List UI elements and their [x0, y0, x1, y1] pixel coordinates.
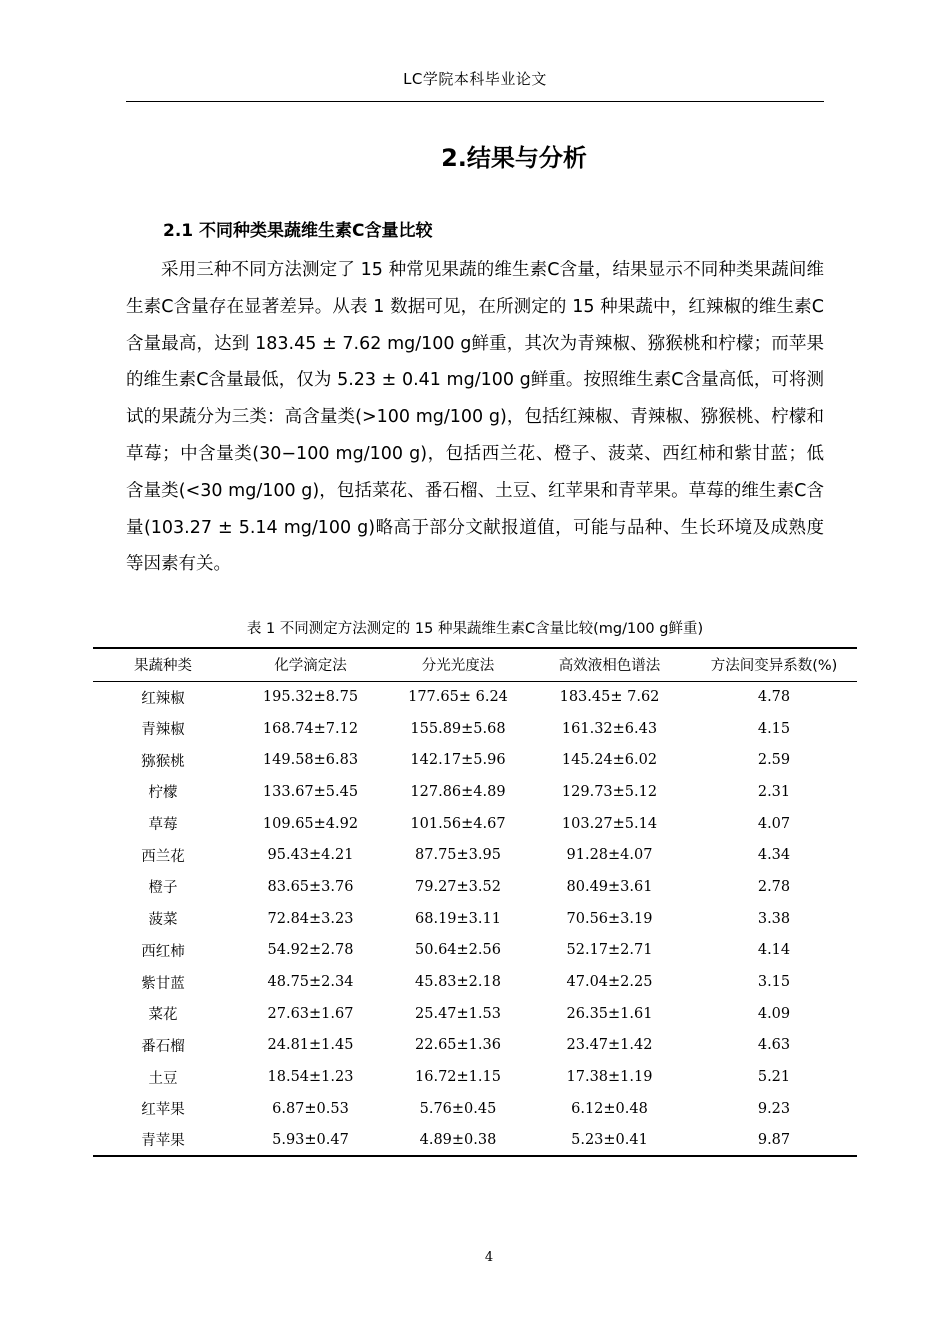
- cell-cv: 9.23: [757, 1100, 791, 1117]
- cell-hplc: 103.27±5.14: [561, 815, 658, 832]
- cell-cv: 2.78: [757, 878, 791, 895]
- cell-fruit-name: 橙子: [148, 880, 178, 897]
- cell-cv: 3.38: [757, 910, 791, 927]
- cell-titration: 24.81±1.45: [267, 1037, 354, 1054]
- cell-spectrophotometry: 50.64±2.56: [415, 942, 501, 959]
- table-row: [93, 903, 857, 935]
- cell-fruit-name: 番石榴: [141, 1038, 185, 1055]
- cell-hplc: 17.38±1.19: [566, 1069, 653, 1086]
- section-title: 2.1 不同种类果蔬维生素C含量比较: [163, 221, 433, 241]
- page-number: 4: [484, 1250, 494, 1265]
- table-row: [93, 839, 857, 871]
- cell-fruit-name: 青苹果: [93, 1125, 233, 1157]
- cell-titration: 18.54±1.23: [267, 1069, 354, 1086]
- cell-spectrophotometry: 68.19±3.11: [415, 910, 501, 927]
- cell-fruit-name: 菜花: [148, 1007, 178, 1024]
- cell-titration: 195.32±8.75: [262, 689, 359, 706]
- cell-cv: 4.34: [757, 847, 791, 864]
- table-body: [93, 681, 857, 1156]
- cell-fruit-name: 西兰花: [141, 848, 185, 865]
- cell-hplc: 6.12±0.48: [571, 1100, 648, 1117]
- cell-titration: 149.58±6.83: [262, 752, 359, 769]
- table-row: [93, 744, 857, 776]
- cell-spectrophotometry: 142.17±5.96: [410, 752, 506, 769]
- cell-hplc: 70.56±3.19: [566, 910, 653, 927]
- cell-fruit-name: 青辣椒: [141, 722, 185, 739]
- cell-cv: 5.21: [757, 1069, 791, 1086]
- cell-fruit-name: 红辣椒: [141, 690, 185, 707]
- cell-cv: 9.87: [691, 1125, 857, 1157]
- cell-titration: 109.65±4.92: [262, 815, 359, 832]
- column-header-cv: 方法间变异系数(%): [691, 648, 857, 681]
- cell-fruit-name: 草莓: [148, 817, 178, 834]
- table-row: [93, 808, 857, 840]
- cell-hplc: 52.17±2.71: [566, 942, 653, 959]
- cell-titration: 27.63±1.67: [267, 1005, 354, 1022]
- cell-titration: 54.92±2.78: [267, 942, 354, 959]
- cell-cv: 3.15: [757, 974, 791, 991]
- cell-titration: 48.75±2.34: [267, 974, 354, 991]
- table-row: [93, 1061, 857, 1093]
- cell-cv: 4.09: [757, 1005, 791, 1022]
- cell-hplc: 161.32±6.43: [561, 720, 658, 737]
- cell-cv: 2.59: [757, 752, 791, 769]
- cell-spectrophotometry: 4.89±0.38: [388, 1125, 528, 1157]
- cell-cv: 4.14: [757, 942, 791, 959]
- running-header: LC学院本科毕业论文: [403, 70, 547, 88]
- cell-titration: 72.84±3.23: [267, 910, 354, 927]
- cell-spectrophotometry: 45.83±2.18: [415, 974, 501, 991]
- cell-hplc: 91.28±4.07: [566, 847, 653, 864]
- table-row: [93, 776, 857, 808]
- cell-hplc: 5.23±0.41: [528, 1125, 691, 1157]
- cell-fruit-name: 紫甘蓝: [141, 975, 185, 992]
- column-header-hplc: 高效液相色谱法: [528, 648, 691, 681]
- cell-fruit-name: 土豆: [148, 1070, 178, 1087]
- chapter-title: 2.结果与分析: [441, 144, 587, 172]
- cell-fruit-name: 西红柿: [141, 943, 185, 960]
- column-header-spectrophotometry: 分光光度法: [388, 648, 528, 681]
- cell-titration: 6.87±0.53: [272, 1100, 349, 1117]
- cell-fruit-name: 柠檬: [148, 785, 178, 802]
- cell-fruit-name: 菠菜: [148, 912, 178, 929]
- table-caption: 表 1 不同测定方法测定的 15 种果蔬维生素C含量比较(mg/100 g鲜重): [246, 621, 704, 637]
- table-header-row: [93, 648, 857, 681]
- cell-cv: 4.07: [757, 815, 791, 832]
- column-header-fruit: 果蔬种类: [93, 648, 233, 681]
- table-row: [93, 966, 857, 998]
- table-row: [93, 1093, 857, 1125]
- cell-spectrophotometry: 155.89±5.68: [410, 720, 506, 737]
- cell-spectrophotometry: 127.86±4.89: [410, 783, 506, 800]
- body-paragraph: 采用三种不同方法测定了 15 种常见果蔬的维生素C含量，结果显示不同种类果蔬间维生素C含量存在显著差异。从表 1 数据可见，在所测定的 15 种果蔬中，红辣椒的维生素C含量最高，达到 183.45 ± 7.62 mg/100 g鲜重，其次为青辣椒、猕猴桃和柠檬；而苹果的维生素C含量最低，仅为 5.23 ± 0.41 mg/100 g鲜重。按照维生素C含量高低，可将测试的果蔬分为三类：高含量类(>100 mg/100 g)，包括红辣椒、青辣椒、猕猴桃、柠檬和草莓；中含量类(30−100 mg/100 g)，包括西兰花、橙子、菠菜、西红柿和紫甘蓝；低含量类(<30 mg/100 g)，包括菜花、番石榴、土豆、红苹果和青苹果。草莓的维生素C含量(103.27 ± 5.14 mg/100 g)略高于部分文献报道值，可能与品种、生长环境及成熟度等因素有关。: [126, 260, 824, 575]
- cell-cv: 4.15: [757, 720, 791, 737]
- table-row: [93, 681, 857, 713]
- cell-hplc: 183.45± 7.62: [559, 689, 660, 706]
- header-rule: [126, 101, 824, 102]
- cell-cv: 4.78: [757, 689, 791, 706]
- cell-cv: 2.31: [757, 783, 791, 800]
- cell-cv: 4.63: [757, 1037, 791, 1054]
- cell-titration: 168.74±7.12: [262, 720, 359, 737]
- cell-fruit-name: 红苹果: [141, 1102, 185, 1119]
- cell-spectrophotometry: 177.65± 6.24: [408, 689, 508, 706]
- cell-spectrophotometry: 87.75±3.95: [415, 847, 501, 864]
- table-row: [93, 713, 857, 745]
- table-row: [93, 871, 857, 903]
- cell-hplc: 129.73±5.12: [561, 783, 658, 800]
- cell-spectrophotometry: 5.76±0.45: [419, 1100, 497, 1117]
- cell-hplc: 47.04±2.25: [566, 974, 653, 991]
- cell-hplc: 145.24±6.02: [561, 752, 658, 769]
- cell-titration: 5.93±0.47: [233, 1125, 388, 1157]
- cell-spectrophotometry: 22.65±1.36: [415, 1037, 501, 1054]
- table-row: [93, 998, 857, 1030]
- table-row: [93, 935, 857, 967]
- cell-fruit-name: 猕猴桃: [141, 753, 185, 770]
- cell-spectrophotometry: 16.72±1.15: [415, 1069, 501, 1086]
- cell-hplc: 26.35±1.61: [566, 1005, 653, 1022]
- column-header-titration: 化学滴定法: [233, 648, 388, 681]
- table-row: [93, 1030, 857, 1062]
- cell-spectrophotometry: 101.56±4.67: [410, 815, 506, 832]
- cell-titration: 133.67±5.45: [262, 783, 359, 800]
- table-row: [93, 1125, 857, 1157]
- cell-hplc: 23.47±1.42: [566, 1037, 653, 1054]
- cell-hplc: 80.49±3.61: [566, 878, 653, 895]
- cell-spectrophotometry: 25.47±1.53: [415, 1005, 501, 1022]
- vitamin-c-table: [93, 647, 857, 1157]
- cell-titration: 95.43±4.21: [267, 847, 354, 864]
- cell-titration: 83.65±3.76: [267, 878, 354, 895]
- cell-spectrophotometry: 79.27±3.52: [415, 878, 501, 895]
